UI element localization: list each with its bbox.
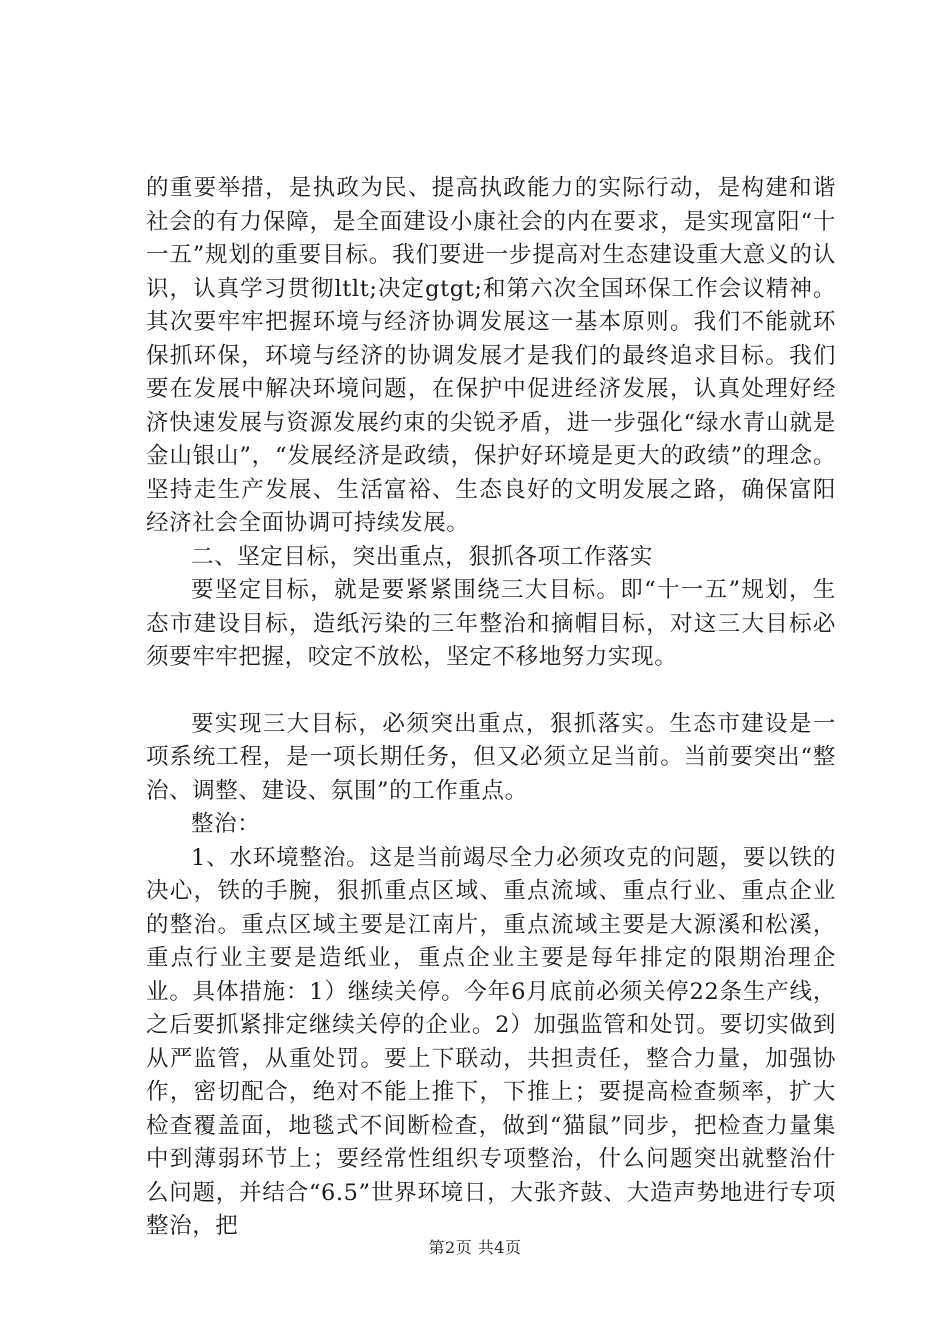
document-body (146, 172, 836, 1244)
paragraph-three-goals: 要坚定目标，就是要紧紧围绕三大目标。即“十一五”规划，生态市建设目标，造纸污染的三年整治和摘帽目标，对这三大目标必须要牢牢把握，咬定不放松，坚定不移地努力实现。 (146, 577, 836, 670)
subheading-rectification: 整治： (191, 811, 261, 837)
paragraph-ecological-importance: 的重要举措，是执政为民、提高执政能力的实际行动，是构建和谐社会的有力保障，是全面建设小康社会的内在要求，是实现富阳“十一五”规划的重要目标。我们要进一步提高对生态建设重大意义的认识，认真学习贯彻ltlt;决定gtgt;和第六次全国环保工作会议精神。其次要牢牢把握环境与经济协调发展这一基本原则。我们不能就环保抓环保，环境与经济的协调发展才是我们的最终追求目标。我们要在发展中解决环境问题，在保护中促进经济发展，认真处理好经济快速发展与资源发展约束的尖锐矛盾，进一步强化“绿水青山就是金山银山”，“发展经济是政绩，保护好环境是更大的政绩”的理念。坚持走生产发展、生活富裕、生态良好的文明发展之路，确保富阳经济社会全面协调可持续发展。 (146, 175, 836, 536)
paragraph-water-rectification: 1、水环境整治。这是当前竭尽全力必须攻克的问题，要以铁的决心，铁的手腕，狠抓重点区域、重点流域、重点行业、重点企业的整治。重点区域主要是江南片，重点流域主要是大源溪和松溪，重点行业主要是造纸业，重点企业主要是每年排定的限期治理企业。具体措施：1）继续关停。今年6月底前必须关停22条生产线，之后要抓紧排定继续关停的企业。2）加强监管和处罚。要切实做到从严监管，从重处罚。要上下联动，共担责任，整合力量，加强协作，密切配合，绝对不能上推下，下推上；要提高检查频率，扩大检查覆盖面，地毯式不间断检查，做到“猫鼠”同步，把检查力量集中到薄弱环节上；要经常性组织专项整治，什么问题突出就整治什么问题，并结合“6.5”世界环境日，大张齐鼓、大造声势地进行专项整治，把 (146, 844, 836, 1239)
page-number-footer: 第2页 共4页 (428, 1238, 522, 1257)
paragraph-key-points: 要实现三大目标，必须突出重点，狠抓落实。生态市建设是一项系统工程，是一项长期任务，但又必须立足当前。当前要突出“整治、调整、建设、氛围”的工作重点。 (146, 710, 836, 804)
section-heading-two: 二、坚定目标，突出重点，狠抓各项工作落实 (191, 543, 654, 570)
